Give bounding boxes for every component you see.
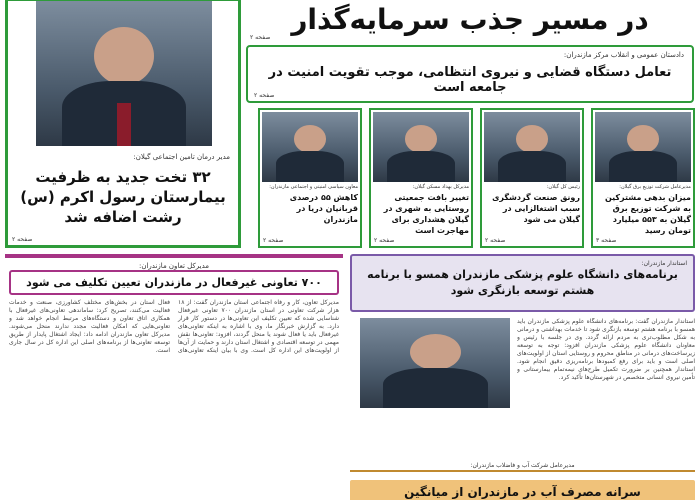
card-photo [595, 112, 691, 182]
card-page-ref: صفحه ۳ [596, 237, 617, 244]
card-photo [373, 112, 469, 182]
judiciary-page-ref: صفحه ۲ [254, 92, 275, 99]
card-headline[interactable]: تغییر بافت جمعیتی روستایی به شهری در گیلان هشداری برای مهاجرت است [383, 193, 469, 235]
card-kicker: رئیس کل گیلان: [546, 184, 580, 190]
main-page-ref: صفحه ۲ [250, 34, 271, 41]
water-kicker: مدیرعامل شرکت آب و فاضلاب مازندران: [470, 462, 575, 469]
card-kicker: مدیرکل بهداد مسکن گیلان: [412, 184, 469, 190]
news-card [369, 108, 473, 248]
card-headline[interactable]: رونق صنعت گردشگری سبب اشتغالزایی در گیلان می شود [492, 193, 580, 224]
card-page-ref: صفحه ۲ [485, 237, 506, 244]
judiciary-headline[interactable]: تعامل دستگاه قضایی و نیروی انتظامی، موجب تقویت امنیت در جامعه است [268, 65, 672, 95]
judiciary-kicker: دادستان عمومی و انقلاب مرکز مازندران: [563, 51, 684, 59]
coop-headline[interactable]: ۷۰۰ تعاونی غیرفعال در مازندران تعیین تکلیف می شود [9, 270, 339, 295]
card-photo [262, 112, 358, 182]
news-card [258, 108, 362, 248]
card-page-ref: صفحه ۲ [374, 237, 395, 244]
coop-body: مدیرکل تعاون، کار و رفاه اجتماعی استان مازندران گفت: از ۱۸ هزار شرکت تعاونی در استان مازندران ۷۰۰ تعاونی غیرفعال شناسایی شده که تعیین تکلیف این تعاونی‌ها در دستور کار قرار دارد. به گزارش خبرنگار ما، وی با اشاره به اینکه تعاونی‌های غیرفعال باید یا فعال شوند یا منحل گردند، افزود: تعاونی‌ها نقش مهمی در توسعه اقتصادی و اشتغال استان دارند و حمایت از آن‌ها از اولویت‌های این اداره کل است. وی با بیان اینکه تعاونی‌های فعال استان در بخش‌های مختلف کشاورزی، صنعت و خدمات فعالیت می‌کنند، تصریح کرد: ساماندهی تعاونی‌های غیرفعال با همکاری اتاق تعاون و دستگاه‌های مرتبط انجام خواهد شد و تعاونی‌هایی که امکان فعالیت مجدد ندارند منحل می‌شوند. مدیرکل تعاون مازندران ادامه داد: ایجاد اشتغال پایدار از طریق توسعه تعاونی‌ها از برنامه‌های اصلی این اداره کل در سال جاری است. [9, 299, 339, 354]
featured-page-ref: صفحه ۲ [12, 236, 33, 243]
main-headline[interactable]: در مسیر جذب سرمایه‌گذار [291, 3, 649, 36]
med-photo [360, 318, 510, 408]
water-headline[interactable]: سرانه مصرف آب در مازندران از میانگین [350, 480, 695, 500]
coop-article [5, 254, 343, 500]
card-photo [484, 112, 580, 182]
featured-photo [36, 1, 212, 146]
news-card [591, 108, 695, 248]
card-headline[interactable]: میزان بدهی مشترکین به شرکت توزیع برق گیلان به ۵۵۳ میلیارد تومان رسید [604, 193, 691, 235]
featured-kicker: مدیر درمان تامین اجتماعی گیلان: [133, 153, 230, 161]
coop-kicker: مدیرکل تعاون مازندران: [138, 262, 209, 270]
card-headline[interactable]: کاهش ۵۵ درصدی قربانیان دریا در مازندران [289, 193, 358, 224]
featured-headline[interactable]: ۳۲ تخت جدید به ظرفیت بیمارستان رسول اکرم (س) رشت اضافه شد [20, 168, 226, 226]
med-headline-box [350, 254, 695, 312]
water-article [350, 462, 695, 500]
med-kicker: استاندار مازندران: [641, 260, 687, 267]
judiciary-article [246, 45, 694, 103]
news-card [480, 108, 584, 248]
med-article [350, 254, 695, 464]
featured-article-box [5, 0, 241, 248]
med-body: استاندار مازندران گفت: برنامه‌های دانشگاه علوم پزشکی مازندران باید همسو با برنامه هشتم توسعه بازنگری شود تا خدمات بهداشتی و درمانی به شکل مطلوب‌تری به مردم ارائه گردد. وی در جلسه با رئیس و معاونان دانشگاه علوم پزشکی مازندران افزود: توجه به توسعه زیرساخت‌های درمانی در مناطق محروم و روستایی استان از اولویت‌های اصلی است و باید برای رفع کمبودها برنامه‌ریزی دقیق انجام شود. استاندار همچنین بر ضرورت تکمیل طرح‌های نیمه‌تمام بیمارستانی و تأمین نیروی انسانی متخصص در شهرستان‌ها تأکید کرد. [517, 318, 695, 381]
med-headline[interactable]: برنامه‌های دانشگاه علوم پزشکی مازندران همسو با برنامه هشتم توسعه بازنگری شود [367, 268, 678, 297]
card-kicker: معاون سیاسی امنیتی و اجتماعی مازندران: [269, 184, 358, 190]
card-page-ref: صفحه ۲ [263, 237, 284, 244]
card-kicker: مدیرعامل شرکت توزیع برق گیلان: [619, 184, 691, 190]
